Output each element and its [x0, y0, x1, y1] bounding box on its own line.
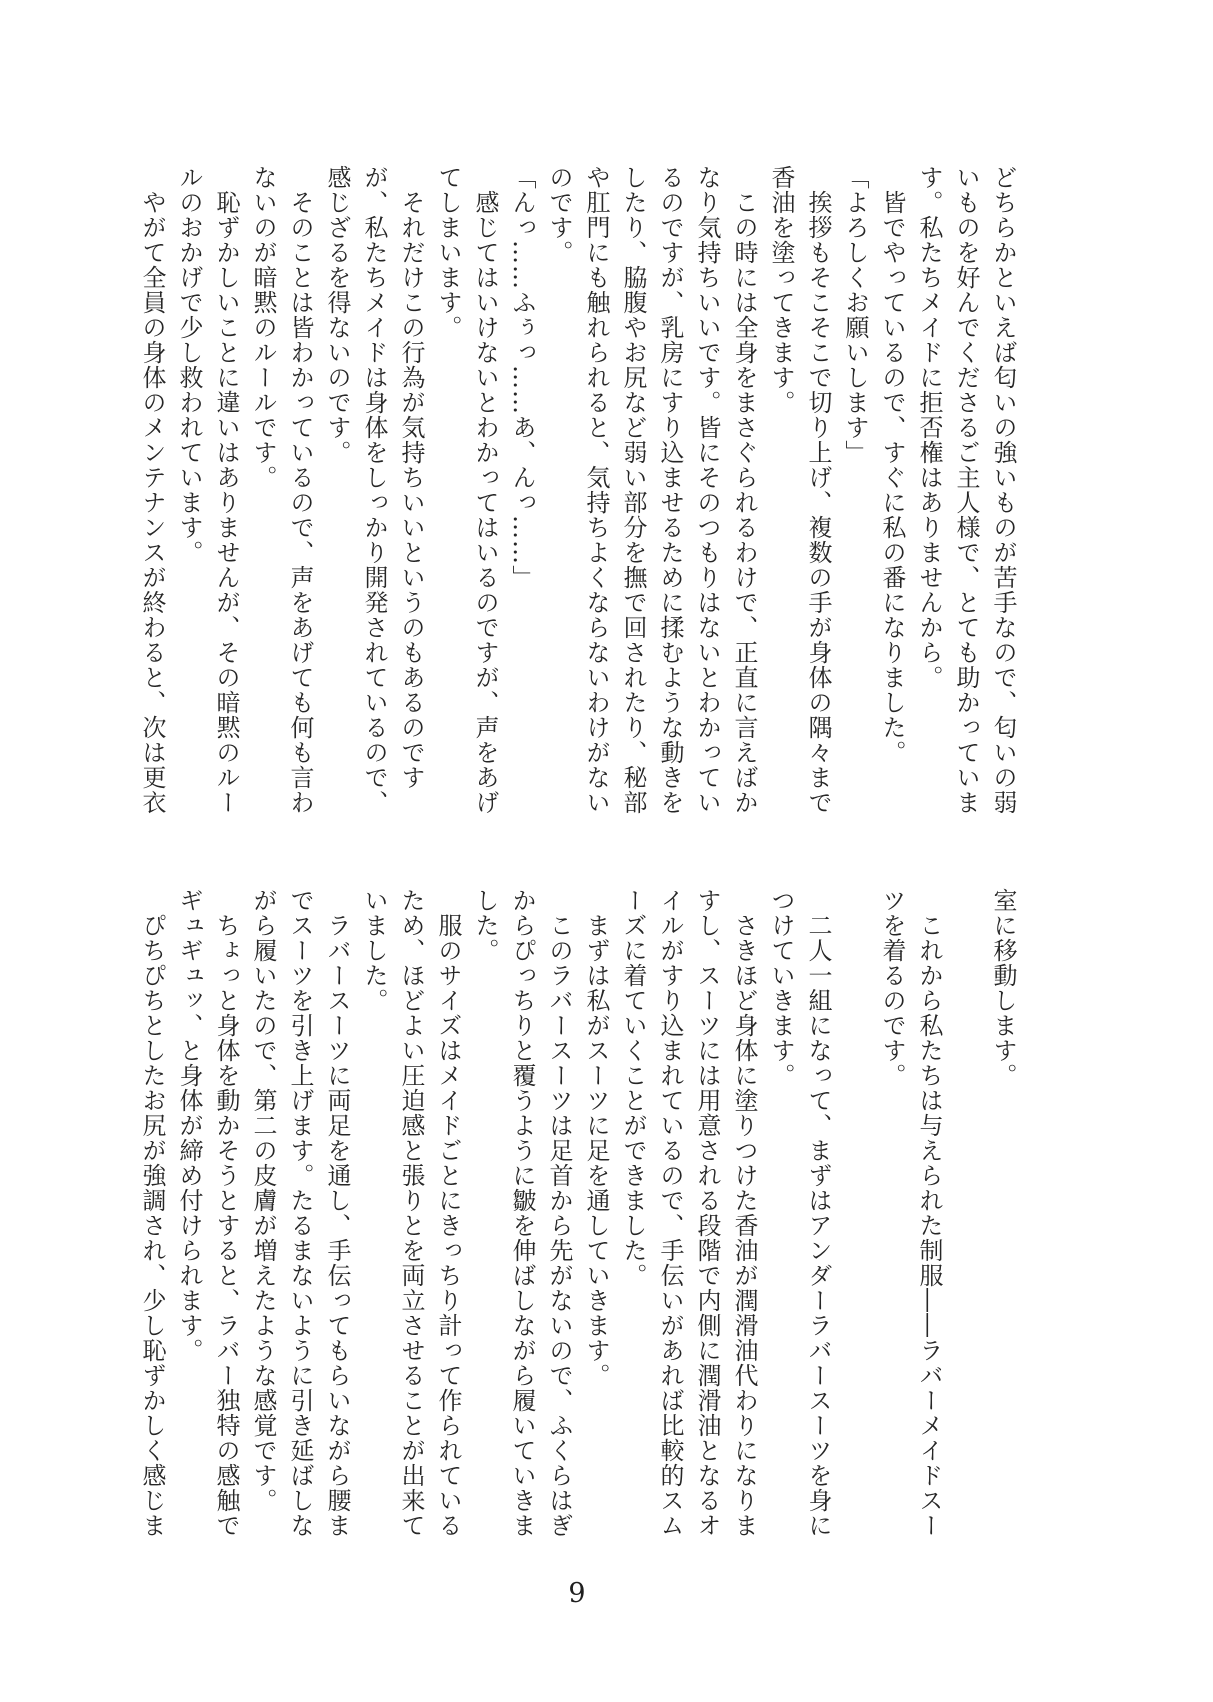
text-line: すし、スーツには用意される段階で内側に潤滑油となるオ — [693, 888, 721, 1538]
text-block-top — [133, 165, 1021, 825]
text-line: これから私たちは与えられた制服――ラバーメイドスー — [915, 913, 943, 1538]
text-line: した。 — [471, 888, 499, 963]
text-line: 「んっ……ふぅっ……あ、んっ……」 — [508, 165, 536, 590]
text-line: ギュギュッ、と身体が締め付けられます。 — [175, 888, 203, 1363]
text-line: この時には全身をまさぐられるわけで、正直に言えばか — [730, 190, 758, 815]
text-line: まずは私がスーツに足を通していきます。 — [582, 913, 610, 1388]
text-line: さきほど身体に塗りつけた香油が潤滑油代わりになりま — [730, 913, 758, 1538]
text-line: それだけこの行為が気持ちいいというのもあるのです — [397, 190, 425, 790]
text-line: が、私たちメイドは身体をしっかり開発されているので、 — [360, 165, 388, 815]
blank-line — [947, 888, 984, 1548]
blank-line — [836, 888, 873, 1548]
text-line: ツを着るのです。 — [878, 888, 906, 1088]
text-line: イルがすり込まれているので、手伝いがあれば比較的スム — [656, 888, 684, 1538]
text-line: つけていきます。 — [767, 888, 795, 1088]
text-line: ないのが暗黙のルールです。 — [249, 165, 277, 490]
text-line: のです。 — [545, 165, 573, 265]
text-line: 服のサイズはメイドごとにきっちり計って作られている — [434, 913, 462, 1538]
text-block-bottom — [133, 888, 1021, 1548]
text-line: でスーツを引き上げます。たるまないように引き延ばしな — [286, 888, 314, 1538]
text-line: 皆でやっているので、すぐに私の番になりました。 — [878, 190, 906, 765]
text-line: したり、脇腹やお尻など弱い部分を撫で回されたり、秘部 — [619, 165, 647, 815]
text-line: 香油を塗ってきます。 — [767, 165, 795, 415]
text-line: なり気持ちいいです。皆にそのつもりはないとわかってい — [693, 165, 721, 815]
text-line: いました。 — [360, 888, 388, 1013]
text-line: 挨拶もそこそこで切り上げ、複数の手が身体の隅々まで — [804, 190, 832, 815]
text-line: てしまいます。 — [434, 165, 462, 340]
text-line: ルのおかげで少し救われています。 — [175, 165, 203, 565]
text-line: ぴちぴちとしたお尻が強調され、少し恥ずかしく感じま — [138, 913, 166, 1538]
text-line: るのですが、乳房にすり込ませるために揉むような動きを — [656, 165, 684, 815]
text-line: そのことは皆わかっているので、声をあげても何も言わ — [286, 190, 314, 815]
text-line: 恥ずかしいことに違いはありませんが、その暗黙のルー — [212, 190, 240, 815]
text-line: 感じざるを得ないのです。 — [323, 165, 351, 465]
text-line: ちょっと身体を動かそうとすると、ラバー独特の感触で — [212, 913, 240, 1538]
text-line: どちらかといえば匂いの強いものが苦手なので、匂いの弱 — [989, 165, 1017, 815]
text-line: いものを好んでくださるご主人様で、とても助かっていま — [952, 165, 980, 815]
text-line: やがて全員の身体のメンテナンスが終わると、次は更衣 — [138, 190, 166, 815]
text-line: す。私たちメイドに拒否権はありませんから。 — [915, 165, 943, 690]
text-line: このラバースーツは足首から先がないので、ふくらはぎ — [545, 913, 573, 1538]
text-line: ラバースーツに両足を通し、手伝ってもらいながら腰ま — [323, 913, 351, 1538]
text-line: がら履いたので、第二の皮膚が増えたような感覚です。 — [249, 888, 277, 1513]
text-line: 感じてはいけないとわかってはいるのですが、声をあげ — [471, 190, 499, 815]
text-line: 室に移動します。 — [989, 888, 1017, 1088]
text-line: ため、ほどよい圧迫感と張りとを両立させることが出来て — [397, 888, 425, 1538]
text-line: 「よろしくお願いします」 — [841, 165, 869, 465]
text-line: ーズに着ていくことができました。 — [619, 888, 647, 1288]
text-line: 二人一組になって、まずはアンダーラバースーツを身に — [804, 913, 832, 1538]
text-line: や肛門にも触れられると、気持ちよくならないわけがない — [582, 165, 610, 815]
text-line: からぴっちりと覆うように皺を伸ばしながら履いていきま — [508, 888, 536, 1538]
page-number: 9 — [568, 1578, 586, 1609]
